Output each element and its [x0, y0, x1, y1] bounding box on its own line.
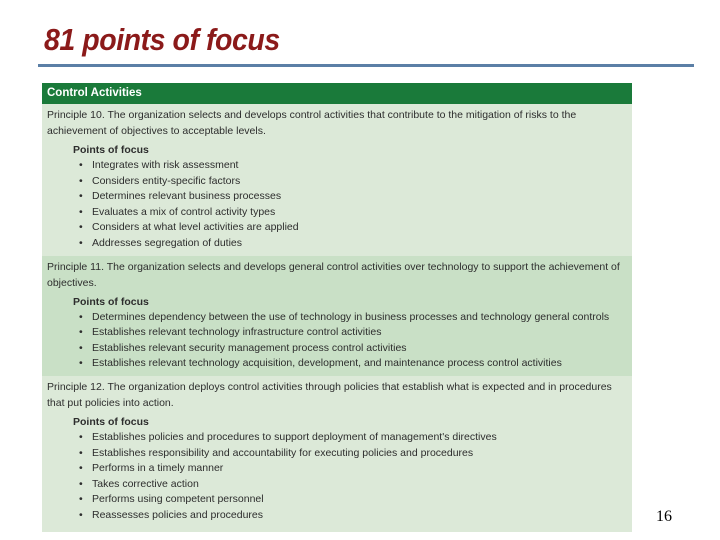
principle-11-text: Principle 11. The organization selects and develops general control activities over technology to support the achievement of objectives. [47, 260, 620, 289]
point-text: Takes corrective action [92, 477, 199, 490]
principle-12-text: Principle 12. The organization deploys control activities through policies that establish what is expected and in procedures that put policies into action. [47, 380, 612, 409]
point-text: Considers entity-specific factors [92, 174, 241, 187]
points-of-focus-list [47, 310, 627, 372]
list-item [79, 430, 627, 446]
points-of-focus-heading: Points of focus [73, 415, 149, 428]
bullet-icon: • [79, 221, 83, 234]
bullet-icon: • [79, 493, 83, 506]
bullet-icon: • [79, 357, 83, 370]
point-text: Performs in a timely manner [92, 462, 224, 475]
bullet-icon: • [79, 326, 83, 339]
point-text: Determines relevant business processes [92, 190, 282, 203]
points-of-focus-list [47, 158, 627, 252]
bullet-icon: • [79, 430, 83, 443]
title-divider [38, 64, 694, 67]
list-item [79, 325, 627, 341]
point-text: Establishes responsibility and accountability for executing policies and procedures [92, 446, 474, 459]
slide-title: 81 points of focus [44, 22, 280, 57]
bullet-icon: • [79, 508, 83, 521]
bullet-icon: • [79, 310, 83, 323]
point-text: Evaluates a mix of control activity types [92, 205, 276, 218]
bullet-icon: • [79, 341, 83, 354]
list-item [79, 446, 627, 462]
bullet-icon: • [79, 159, 83, 171]
bullet-icon: • [79, 174, 83, 187]
bullet-icon: • [79, 205, 83, 218]
points-of-focus-heading: Points of focus [73, 144, 149, 156]
point-text: Reassesses policies and procedures [92, 508, 264, 521]
list-item [79, 492, 627, 508]
list-item [79, 477, 627, 493]
list-item [79, 220, 627, 236]
principle-12-section [42, 376, 632, 528]
list-item [79, 189, 627, 205]
principle-10-text: Principle 10. The organization selects and develops control activities that contribute to the mitigation of risks to the achievement of objectives to acceptable levels. [47, 109, 577, 137]
point-text: Determines dependency between the use of technology in business processes and technology general controls [92, 310, 610, 323]
list-item [79, 158, 627, 174]
point-text: Establishes relevant technology acquisition, development, and maintenance process control activities [92, 357, 562, 370]
principle-10-section [42, 104, 632, 256]
list-item [79, 205, 627, 221]
list-item [79, 310, 627, 326]
point-text: Performs using competent personnel [92, 493, 264, 506]
list-item [79, 508, 627, 524]
bullet-icon: • [79, 477, 83, 490]
points-of-focus-heading: Points of focus [73, 295, 149, 308]
list-item [79, 341, 627, 357]
list-item [79, 236, 627, 252]
principle-11-section [42, 256, 632, 376]
points-of-focus-list [47, 430, 627, 524]
point-text: Integrates with risk assessment [92, 159, 239, 171]
bullet-icon: • [79, 446, 83, 459]
list-item [79, 174, 627, 190]
panel-header: Control Activities [42, 83, 632, 104]
bullet-icon: • [79, 236, 83, 249]
bullet-icon: • [79, 190, 83, 203]
point-text: Addresses segregation of duties [92, 236, 243, 249]
page-number: 16 [656, 508, 672, 525]
point-text: Establishes relevant technology infrastructure control activities [92, 326, 382, 339]
bullet-icon: • [79, 462, 83, 475]
list-item [79, 356, 627, 372]
point-text: Considers at what level activities are applied [92, 221, 299, 234]
point-text: Establishes policies and procedures to support deployment of management's directives [92, 430, 497, 443]
control-activities-panel [42, 83, 632, 532]
point-text: Establishes relevant security management process control activities [92, 341, 407, 354]
list-item [79, 461, 627, 477]
